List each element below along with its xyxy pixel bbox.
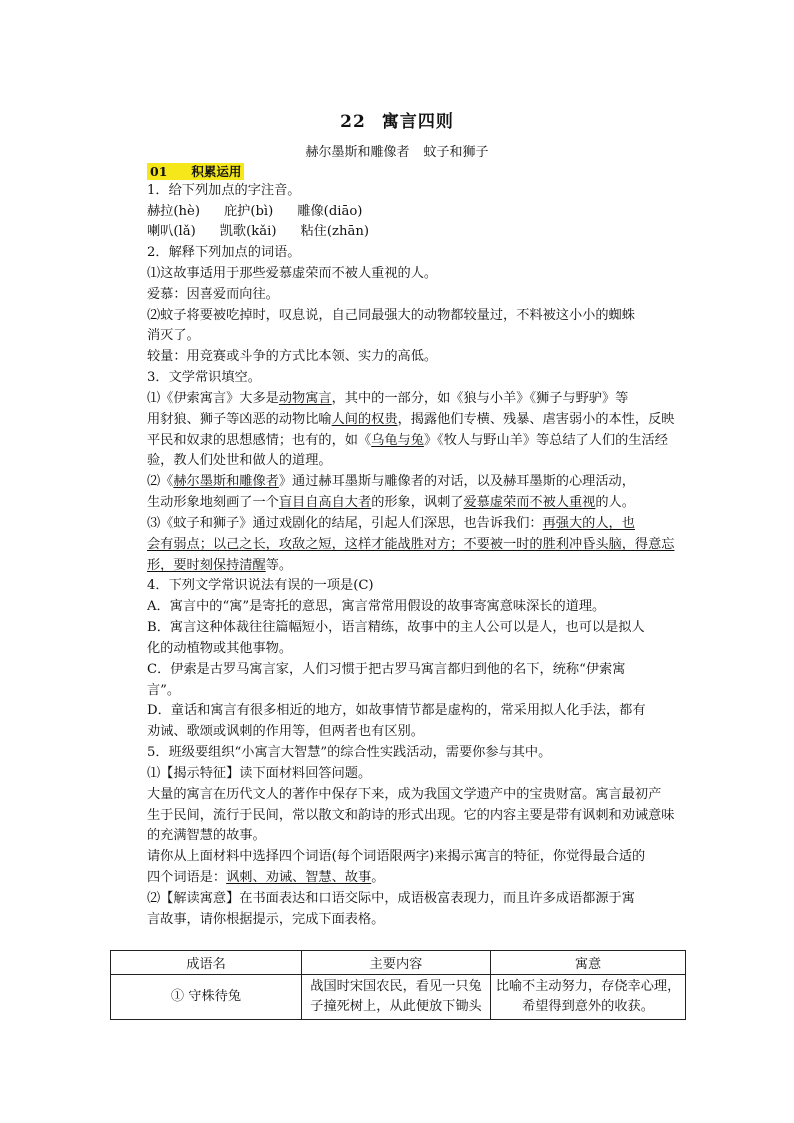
lesson-title: [0, 107, 794, 132]
q3-p3-line2: [147, 535, 687, 555]
pinyin-item: 凯歌(kǎi): [219, 224, 277, 239]
q4-option-a: A．寓言中的“寓”是寄托的意思，寓言常常用假设的故事寄寓意味深长的道理。: [147, 599, 606, 614]
q2-sentence-2a: ⑵蚊子将要被吃掉时，叹息说，自己同最强大的动物都较量过，不料被这小小的蜘蛛: [147, 308, 635, 323]
text-run: ，揭露他们专横、残暴、虐害弱小的本性，反映: [397, 412, 675, 427]
text-run: 用豺狼、狮子等凶恶的动物比喻: [147, 412, 332, 427]
q5-ask-1: 请你从上面材料中选择四个词语(每个词语限两字)来揭示寓言的特征，你觉得最合适的: [147, 849, 646, 864]
answer-run: 赫尔墨斯和雕像者: [173, 474, 279, 489]
q2-answer-1: 爱慕：因喜爱而向往。: [147, 287, 279, 302]
idiom-content-cell: 战国时宋国农民，看见一只兔子撞死树上，从此便放下锄头: [302, 975, 491, 1020]
answer-run: 乌龟与兔: [371, 433, 424, 448]
q2-sentence-2b: 消灭了。: [147, 328, 200, 343]
q4-option-b-1: B．寓言这种体裁往往篇幅短小，语言精练，故事中的主人公可以是人，也可以是拟人: [147, 620, 645, 635]
q3-p3-line3: [147, 556, 687, 576]
q5-stem: 5．班级要组织“小寓言大智慧”的综合性实践活动，需要你参与其中。: [147, 745, 552, 760]
q1-row1: [147, 202, 687, 222]
text-run: 的形象，讽刺了: [371, 495, 464, 510]
text-run: ⑶《蚊子和狮子》通过戏剧化的结尾，引起人们深思，也告诉我们：: [147, 516, 543, 531]
q4-option-c-2: 言”。: [147, 683, 181, 698]
idiom-meaning-cell: 比喻不主动努力，存侥幸心理，希望得到意外的收获。: [491, 975, 686, 1020]
q5-material-2: 生于民间，流行于民间，常以散文和韵诗的形式出现。它的内容主要是带有讽刺和劝诫意味: [147, 808, 675, 823]
q4-option-c-1: C．伊索是古罗马寓言家，人们习惯于把古罗马寓言都归到他的名下，统称“伊索寓: [147, 662, 626, 677]
q1-row2: [147, 222, 687, 242]
text-run: 四个词语是：: [147, 870, 227, 885]
table-header-row: [111, 951, 686, 975]
text-run: 等。: [265, 558, 293, 573]
q3-p1-line1: [147, 389, 687, 409]
pinyin-item: 雕像(diāo): [297, 204, 363, 219]
idiom-table: [110, 950, 686, 1020]
q2-stem: 2．解释下列加点的词语。: [147, 245, 301, 260]
q2-answer-2: 较量：用竞赛或斗争的方式比本领、实力的高低。: [147, 349, 438, 364]
q4-option-b-2: 化的动植物或其他事物。: [147, 641, 293, 656]
table-row: [111, 975, 686, 1020]
answer-run: 人间的权贵: [331, 412, 398, 427]
section-number: 01: [150, 164, 168, 179]
subtitle-story-a: 赫尔墨斯和雕像者: [305, 145, 410, 160]
idiom-name-cell: ① 守株待兔: [111, 975, 302, 1020]
q5-sub-2b: 言故事，请你根据提示，完成下面表格。: [147, 912, 385, 927]
q3-p1-line4: 验，教人们处世和做人的道理。: [147, 453, 332, 468]
text-run: ⑴《伊索寓言》大多是: [147, 391, 279, 406]
q5-sub-1: ⑴【揭示特征】读下面材料回答问题。: [147, 766, 372, 781]
q5-ask-2: [147, 868, 687, 888]
pinyin-item: 庇护(bì): [223, 204, 274, 219]
pinyin-item: 赫拉(hè): [147, 204, 200, 219]
q5-sub-2a: ⑵【解读寓意】在书面表达和口语交际中，成语极富表现力，而且许多成语都源于寓: [147, 891, 635, 906]
answer-run: 会有弱点；以己之长，攻敌之短，这样才能战胜对方；不要被一时的胜利冲昏头脑，得意忘: [147, 537, 675, 552]
q1-stem: 1．给下列加点的字注音。: [147, 183, 301, 198]
q3-p3-line1: [147, 514, 687, 534]
answer-run: 形，要时刻保持清醒: [147, 558, 266, 573]
text-run: ，其中的一部分，如《狼与小羊》《狮子与野驴》等: [331, 391, 629, 406]
q3-p1-line2: [147, 410, 687, 430]
q4-option-d-1: D．童话和寓言有很多相近的地方，如故事情节都是虚构的，常采用拟人化手法，都有: [147, 703, 646, 718]
q3-stem: 3．文学常识填空。: [147, 370, 261, 385]
text-run: 。: [371, 870, 385, 885]
lesson-subtitle: [0, 141, 794, 160]
answer-run: 动物寓言: [278, 391, 332, 406]
text-run: 的人。: [595, 495, 635, 510]
q5-material-3: 的充满智慧的故事。: [147, 828, 266, 843]
q4-stem: 4．下列文学常识说法有误的一项是(C): [147, 578, 374, 593]
lesson-name: 寓言四则: [381, 112, 454, 132]
pinyin-item: 喇叭(lǎ): [147, 224, 196, 239]
q2-sentence-1: ⑴这故事适用于那些爱慕虚荣而不被人重视的人。: [147, 266, 438, 281]
answer-run: 爱慕虚荣而不被人重视: [463, 495, 596, 510]
q3-p1-line3: 平民和奴隶的思想感情；也有的，如《乌龟与兔》《牧人与野山羊》等总结了人们的生活经: [147, 433, 668, 448]
subtitle-story-b: 蚊子和狮子: [423, 145, 489, 160]
text-run: 生动形象地刻画了一个: [147, 495, 279, 510]
answer-run: 盲目自高自大者: [278, 495, 372, 510]
q3-p2-line2: [147, 493, 687, 513]
column-header: 成语名: [111, 951, 302, 975]
lesson-number: 22: [340, 112, 366, 132]
pinyin-item: 粘住(zhān): [300, 224, 369, 239]
answer-run: 讽刺、劝诫、智慧、故事: [226, 870, 372, 885]
q4-option-d-2: 劝诫、歌颂或讽刺的作用等，但两者也有区别。: [147, 724, 424, 739]
answer-run: 再强大的人，也: [542, 516, 635, 531]
section-label: 积累运用: [191, 164, 242, 179]
column-header: 寓意: [491, 951, 686, 975]
q3-p2-line1: ⑵《赫尔墨斯和雕像者》通过赫耳墨斯与雕像者的对话，以及赫耳墨斯的心理活动，: [147, 474, 635, 489]
column-header: 主要内容: [302, 951, 491, 975]
q5-material-1: 大量的寓言在历代文人的著作中保存下来，成为我国文学遗产中的宝贵财富。寓言最初产: [147, 787, 662, 802]
section-tag: [147, 163, 244, 180]
